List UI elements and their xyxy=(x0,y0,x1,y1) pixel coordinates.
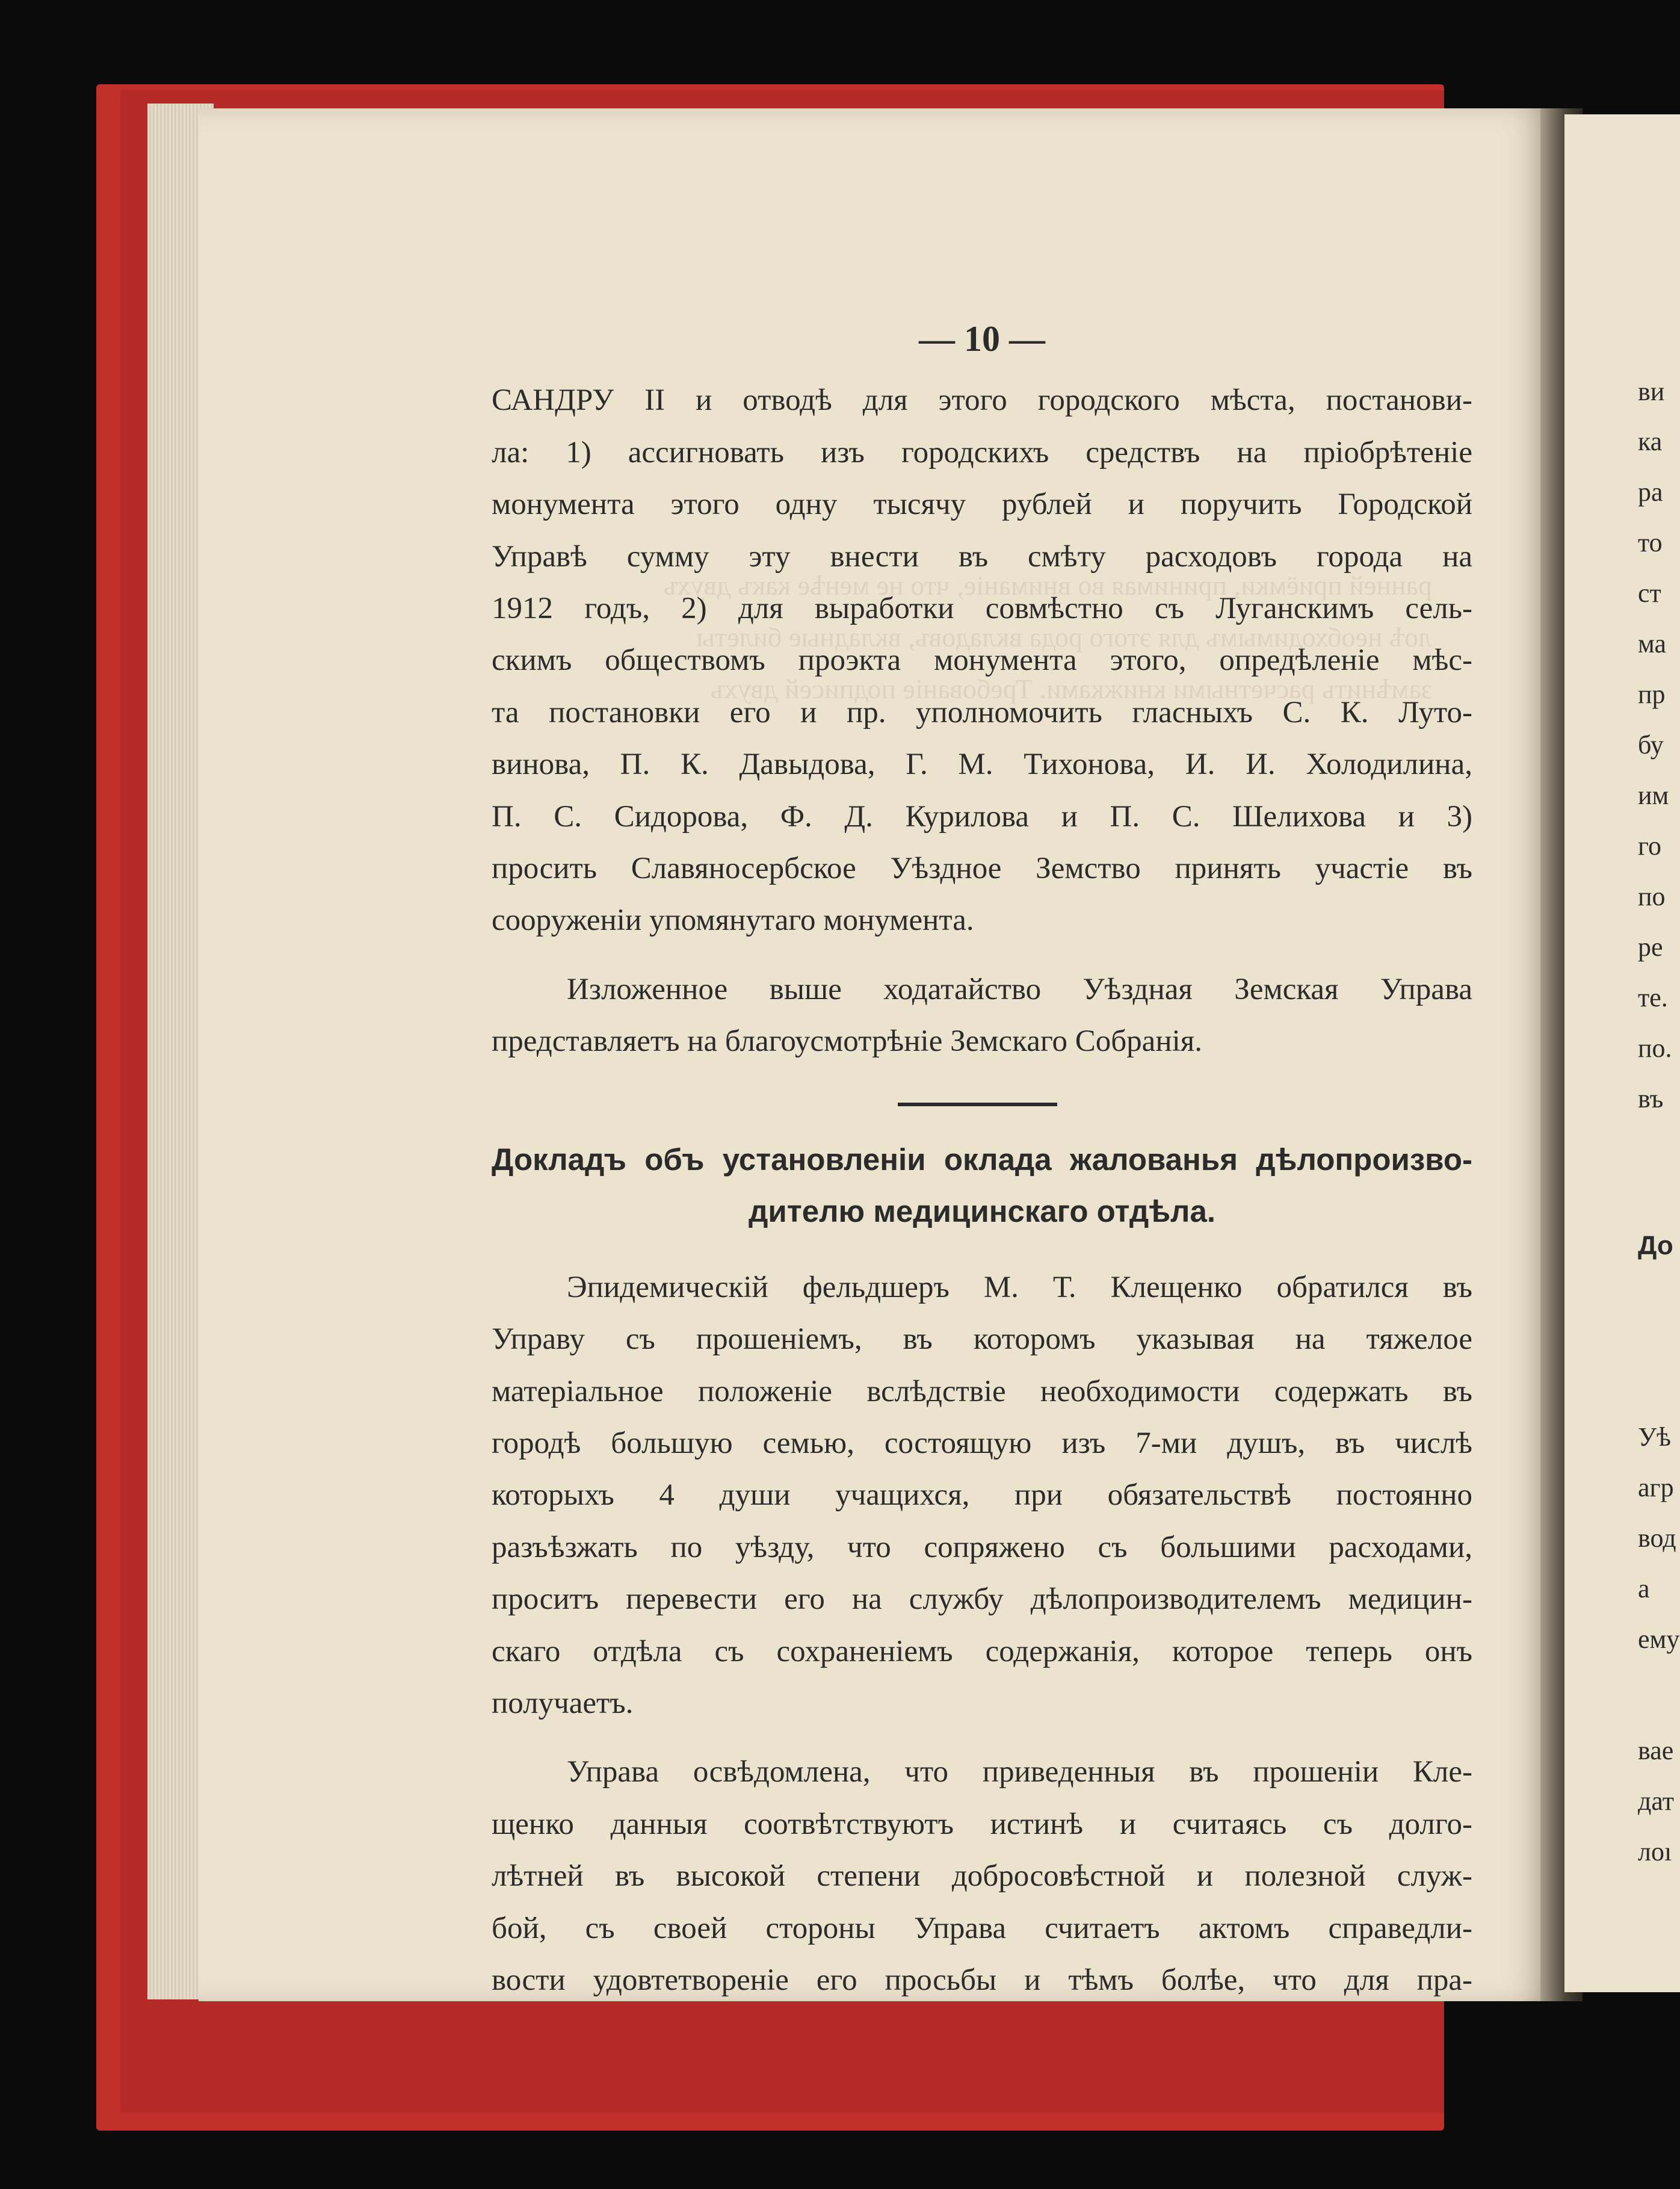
next-page-fragment: ст xyxy=(1638,578,1661,608)
bleed-line: ранней приёмки, принимая во вниманіе, что не менѣе какъ двухъ xyxy=(663,570,1432,601)
paragraph-board-opinion xyxy=(492,1746,1472,2006)
section-heading xyxy=(492,1134,1472,1237)
text-line: 1912 годъ, 2) для выработки совмѣстно съ Луганскимъ сель- xyxy=(492,592,1472,626)
next-page-fragment: ему xyxy=(1638,1624,1680,1654)
text-line: винова, П. К. Давыдова, Г. М. Тихонова, И. И. Холодилина, xyxy=(492,748,1472,782)
text-line: ла: 1) ассигновать изъ городскихъ средствъ на пріобрѣтеніе xyxy=(492,435,1472,469)
text-line: монумента этого одну тысячу рублей и поручить Городской xyxy=(492,488,1472,522)
next-page-fragment: Уѣ xyxy=(1638,1422,1672,1452)
next-page-fragment: бу xyxy=(1638,730,1664,760)
text-line: проситъ перевести его на службу дѣлопроизводителемъ медицин- xyxy=(492,1582,1472,1617)
bleed-line: лоѣ необходимымъ для этого рода вкладовъ, вкладные билеты xyxy=(696,622,1432,652)
next-page-fragment: лоı xyxy=(1638,1837,1672,1866)
text-line: щенко данныя соотвѣтствуютъ истинѣ и считаясь съ долго- xyxy=(492,1807,1472,1841)
text-line: которыхъ 4 души учащихся, при обязательствѣ постоянно xyxy=(492,1478,1472,1512)
text-line: П. С. Сидорова, Ф. Д. Курилова и П. С. Шелихова и 3) xyxy=(492,799,1472,834)
next-page-fragment: ка xyxy=(1638,427,1663,456)
next-page-fragment: вае xyxy=(1638,1736,1674,1765)
heading-line: Докладъ объ установленіи оклада жалованья дѣлопроизво- xyxy=(492,1142,1472,1177)
page-text xyxy=(492,313,1472,2006)
next-page-fragment: ви xyxy=(1638,377,1665,406)
next-page-fragment: те. xyxy=(1638,983,1668,1012)
text-line: бой, съ своей стороны Управа считаетъ актомъ справедли- xyxy=(492,1911,1472,1945)
next-page-fragment: ре xyxy=(1638,932,1663,962)
next-page-fragment: ра xyxy=(1638,477,1663,507)
next-page-fragment: по xyxy=(1638,882,1666,911)
next-page-fragment: ма xyxy=(1638,629,1667,658)
next-page-fragment: До xyxy=(1638,1231,1673,1260)
text-line: разъѣзжать по уѣзду, что сопряжено съ большими расходами, xyxy=(492,1530,1472,1564)
text-line: вости удовтетвореніе его просьбы и тѣмъ болѣе, что для пра- xyxy=(492,1963,1472,1997)
paragraph-resolution xyxy=(492,374,1472,946)
bleed-line: замѣнить расчетными книжками. Требованіе подписей двухъ xyxy=(710,673,1432,704)
next-page-fragment: по. xyxy=(1638,1033,1672,1063)
next-page-fragment: а xyxy=(1638,1574,1650,1603)
next-page-fragment: пр xyxy=(1638,680,1666,709)
next-page-fragment: то xyxy=(1638,528,1663,557)
text-line: представляетъ на благоусмотрѣніе Земскаго Собранія. xyxy=(492,1024,1202,1059)
text-line: городѣ большую семью, состоящую изъ 7-ми душъ, въ числѣ xyxy=(492,1426,1472,1460)
page-number: — 10 — xyxy=(919,319,1045,359)
text-line: Эпидемическій фельдшеръ М. Т. Клещенко обратился въ xyxy=(567,1270,1472,1304)
next-page-fragment: дат xyxy=(1638,1786,1675,1816)
text-line: САНДРУ II и отводѣ для этого городского мѣста, постанови- xyxy=(492,383,1472,418)
section-divider xyxy=(492,1068,1472,1134)
text-line: та постановки его и пр. уполномочить гласныхъ С. К. Луто- xyxy=(492,695,1472,729)
paragraph-request xyxy=(492,1262,1472,1730)
next-page-fragment: вод xyxy=(1638,1523,1676,1553)
text-line: Управѣ сумму эту внести въ смѣту расходовъ города на xyxy=(492,539,1472,574)
text-line: скимъ обществомъ проэкта монумента этого, опредѣленіе мѣс- xyxy=(492,643,1472,678)
text-line: Управа освѣдомлена, что приведенныя въ прошеніи Кле- xyxy=(567,1755,1472,1789)
text-line: сооруженіи упомянутаго монумента. xyxy=(492,903,974,938)
next-page-fragment: въ xyxy=(1638,1084,1664,1113)
text-line: матеріальное положеніе вслѣдствіе необходимости содержать въ xyxy=(492,1374,1472,1408)
text-line: просить Славяносербское Уѣздное Земство принять участіе въ xyxy=(492,852,1472,886)
next-page-fragment: им xyxy=(1638,781,1669,810)
text-line: Изложенное выше ходатайство Уѣздная Земская Управа xyxy=(567,972,1472,1006)
paragraph-petition xyxy=(492,964,1472,1068)
heading-line: дителю медицинскаго отдѣла. xyxy=(749,1194,1215,1228)
text-line: скаго отдѣла съ сохраненіемъ содержанія, которое теперь онъ xyxy=(492,1634,1472,1668)
text-line: Управу съ прошеніемъ, въ которомъ указывая на тяжелое xyxy=(492,1322,1472,1357)
text-line: лѣтней въ высокой степени добросовѣстной и полезной служ- xyxy=(492,1859,1472,1893)
next-page-fragment: агр xyxy=(1638,1473,1674,1502)
text-line: получаетъ. xyxy=(492,1686,634,1720)
next-page-fragment: го xyxy=(1638,831,1661,861)
divider-rule xyxy=(898,1103,1057,1106)
